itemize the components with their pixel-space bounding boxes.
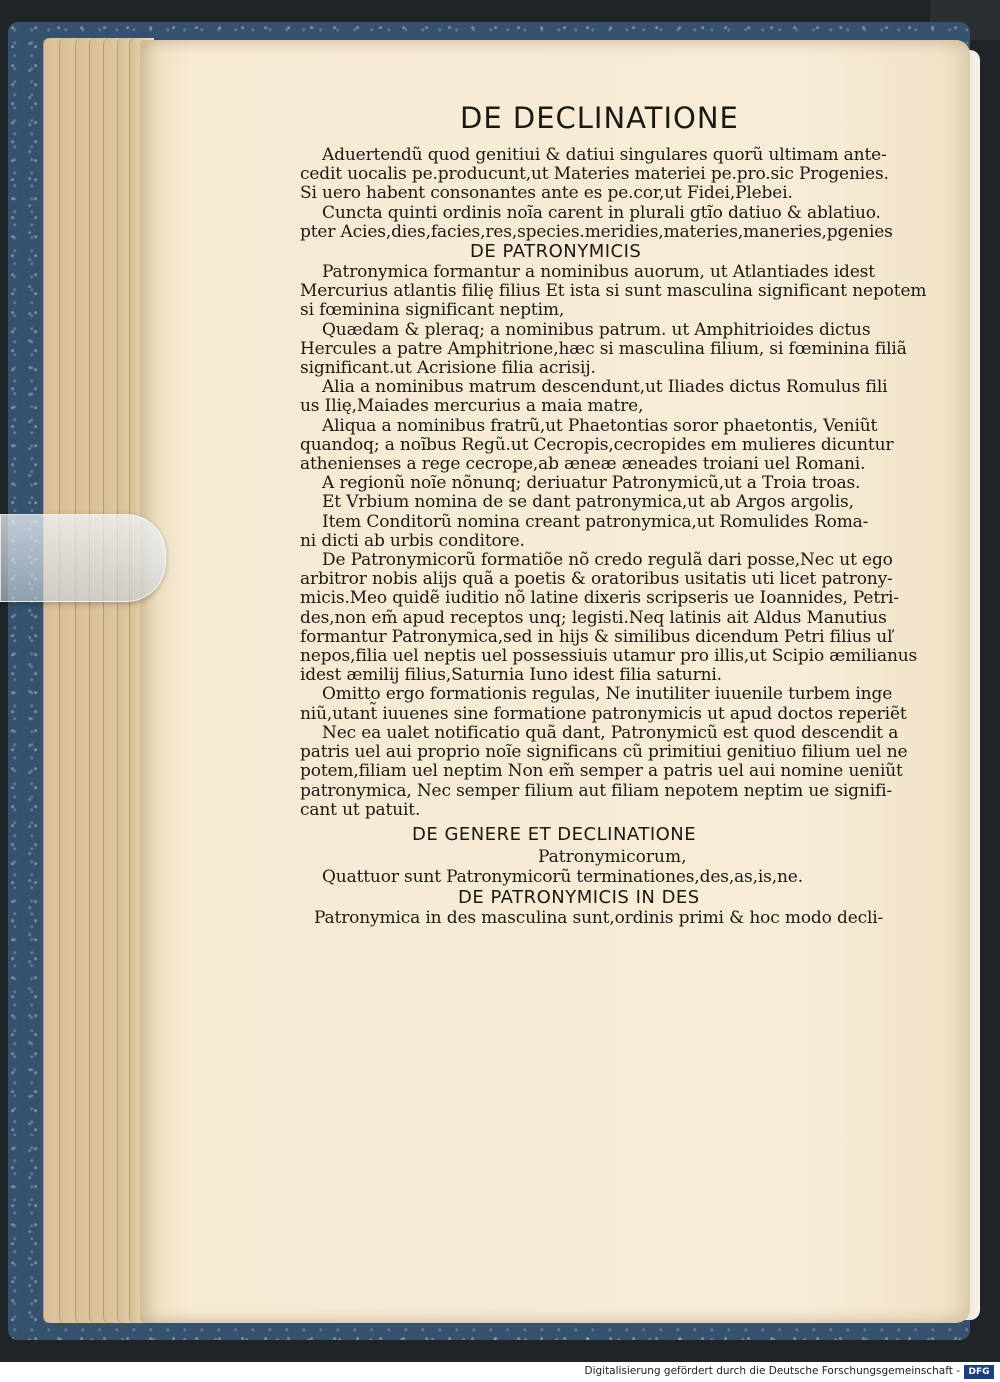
section-heading-patronymicis: DE PATRONYMICIS xyxy=(470,241,642,263)
text-line: Nec ea ualet notificatio quã dant, Patronymicũ est quod descendit a xyxy=(322,722,899,743)
paragraph-2 xyxy=(300,204,915,242)
text-line: Patronymica in des masculina sunt,ordinis primi & hoc modo decli- xyxy=(314,908,884,929)
paragraph-7 xyxy=(300,474,915,493)
text-line: Aliqua a nominibus fratrũ,ut Phaetontias soror phaetontis, Veniũt xyxy=(322,415,878,436)
text-line: cant ut patuit. xyxy=(300,799,421,820)
text-line: patronymica, Nec semper filium aut filiam nepotem neptim ue signifi- xyxy=(300,780,893,801)
text-line: Alia a nominibus matrum descendunt,ut Iliades dictus Romulus fili xyxy=(322,377,888,398)
text-line: arbitror nobis alijs quã a poetis & oratoribus usitatis uti licet patrony- xyxy=(300,569,893,590)
text-line: cedit uocalis pe.producunt,ut Materies materiei pe.pro.sic Progenies. xyxy=(300,164,889,185)
page-edges xyxy=(44,38,154,1323)
paragraph-8 xyxy=(300,493,915,512)
text-line: Hercules a patre Amphitrione,hæc si masculina filium, si fœminina filiã xyxy=(300,338,907,359)
text-line: quandoq; a noĩbus Regũ.ut Cecropis,cecropides em mulieres dicuntur xyxy=(300,434,894,455)
text-line: micis.Meo quidẽ iuditio nõ latine dixeris scripseris ue Ioannides, Petri- xyxy=(300,588,899,609)
text-line: si fœminina significant neptim, xyxy=(300,300,565,321)
text-line: potem,filiam uel neptim Non em̃ semper a patris uel aui nomine ueniũt xyxy=(300,761,903,782)
text-line: De Patronymicorũ formatiõe nõ credo regulã dari posse,Nec ut ego xyxy=(322,550,893,571)
text-line: pter Acies,dies,facies,res,species.meridies,materies,maneries,pgenies xyxy=(300,221,893,242)
paragraph-4 xyxy=(300,321,915,379)
text-line: Mercurius atlantis filię filius Et ista si sunt masculina significant nepotem xyxy=(300,281,927,302)
footer-bar xyxy=(0,1362,1000,1382)
text-line: Quattuor sunt Patronymicorũ terminationes,des,as,is,ne. xyxy=(322,866,803,887)
dfg-logo: DFG xyxy=(964,1365,994,1379)
text-line: Omitto ergo formationis regulas, Ne inutiliter iuuenile turbem inge xyxy=(322,684,893,705)
paragraph-14 xyxy=(300,909,915,928)
text-line: des,non em̃ apud receptos unq; legisti.Neq latinis ait Aldus Manutius xyxy=(300,607,887,628)
paragraph-10 xyxy=(300,550,918,686)
text-line: Patronymica formantur a nominibus auorum, ut Atlantiades idest xyxy=(322,262,875,283)
page-title: DE DECLINATIONE xyxy=(460,101,739,135)
paragraph-9 xyxy=(300,513,915,551)
section-heading-genere: DE GENERE ET DECLINATIONE xyxy=(412,823,697,845)
paragraph-13 xyxy=(300,868,915,887)
paragraph-12 xyxy=(300,724,915,820)
section-heading-des: DE PATRONYMICIS IN DES xyxy=(458,887,700,909)
paragraph-11 xyxy=(300,685,915,723)
text-line: us Ilię,Maiades mercurius a maia matre, xyxy=(300,396,644,417)
text-line: Si uero habent consonantes ante es pe.cor,ut Fidei,Plebei. xyxy=(300,183,793,204)
section-subheading: Patronymicorum, xyxy=(538,846,687,867)
text-line: Cuncta quinti ordinis noĩa carent in plurali gtĩo datiuo & ablatiuo. xyxy=(322,202,881,223)
text-line: idest æmilij filius,Saturnia Iuno idest filia saturni. xyxy=(300,665,722,686)
paragraph-3 xyxy=(300,262,927,321)
text-line: Et Vrbium nomina de se dant patronymica,ut ab Argos argolis, xyxy=(322,492,854,513)
text-line: niũ,utant̃ iuuenes sine formatione patronymicis ut apud doctos reperiẽt xyxy=(300,703,907,724)
paragraph-1 xyxy=(300,146,915,204)
page-text xyxy=(300,100,927,929)
text-line: Aduertendũ quod genitiui & datiui singulares quorũ ultimam ante- xyxy=(322,145,887,165)
paragraph-6 xyxy=(300,417,915,475)
paragraph-5 xyxy=(300,378,915,416)
page-clip xyxy=(0,514,166,602)
text-line: formantur Patronymica,sed in hijs & similibus dicendum Petri filius uľ xyxy=(300,626,893,647)
text-line: A regionũ noĩe nõnunq; deriuatur Patronymicũ,ut a Troia troas. xyxy=(322,473,861,494)
text-line: significant.ut Acrisione filia acrisij. xyxy=(300,358,596,379)
text-line: nepos,filia uel neptis uel possessiuis utamur pro illis,ut Scipio æmilianus xyxy=(300,646,918,667)
footer-credit: Digitalisierung gefördert durch die Deutsche Forschungsgemeinschaft - xyxy=(584,1365,960,1377)
text-line: patris uel aui proprio noĩe significans cũ primitiui genitiuo filium uel ne xyxy=(300,742,908,763)
text-line: Quædam & pleraq; a nominibus patrum. ut Amphitrioides dictus xyxy=(322,319,871,340)
text-line: athenienses a rege cecrope,ab æneæ æneades troiani uel Romani. xyxy=(300,454,866,475)
text-line: ni dicti ab urbis conditore. xyxy=(300,530,525,551)
text-line: Item Conditorũ nomina creant patronymica,ut Romulides Roma- xyxy=(322,511,869,532)
